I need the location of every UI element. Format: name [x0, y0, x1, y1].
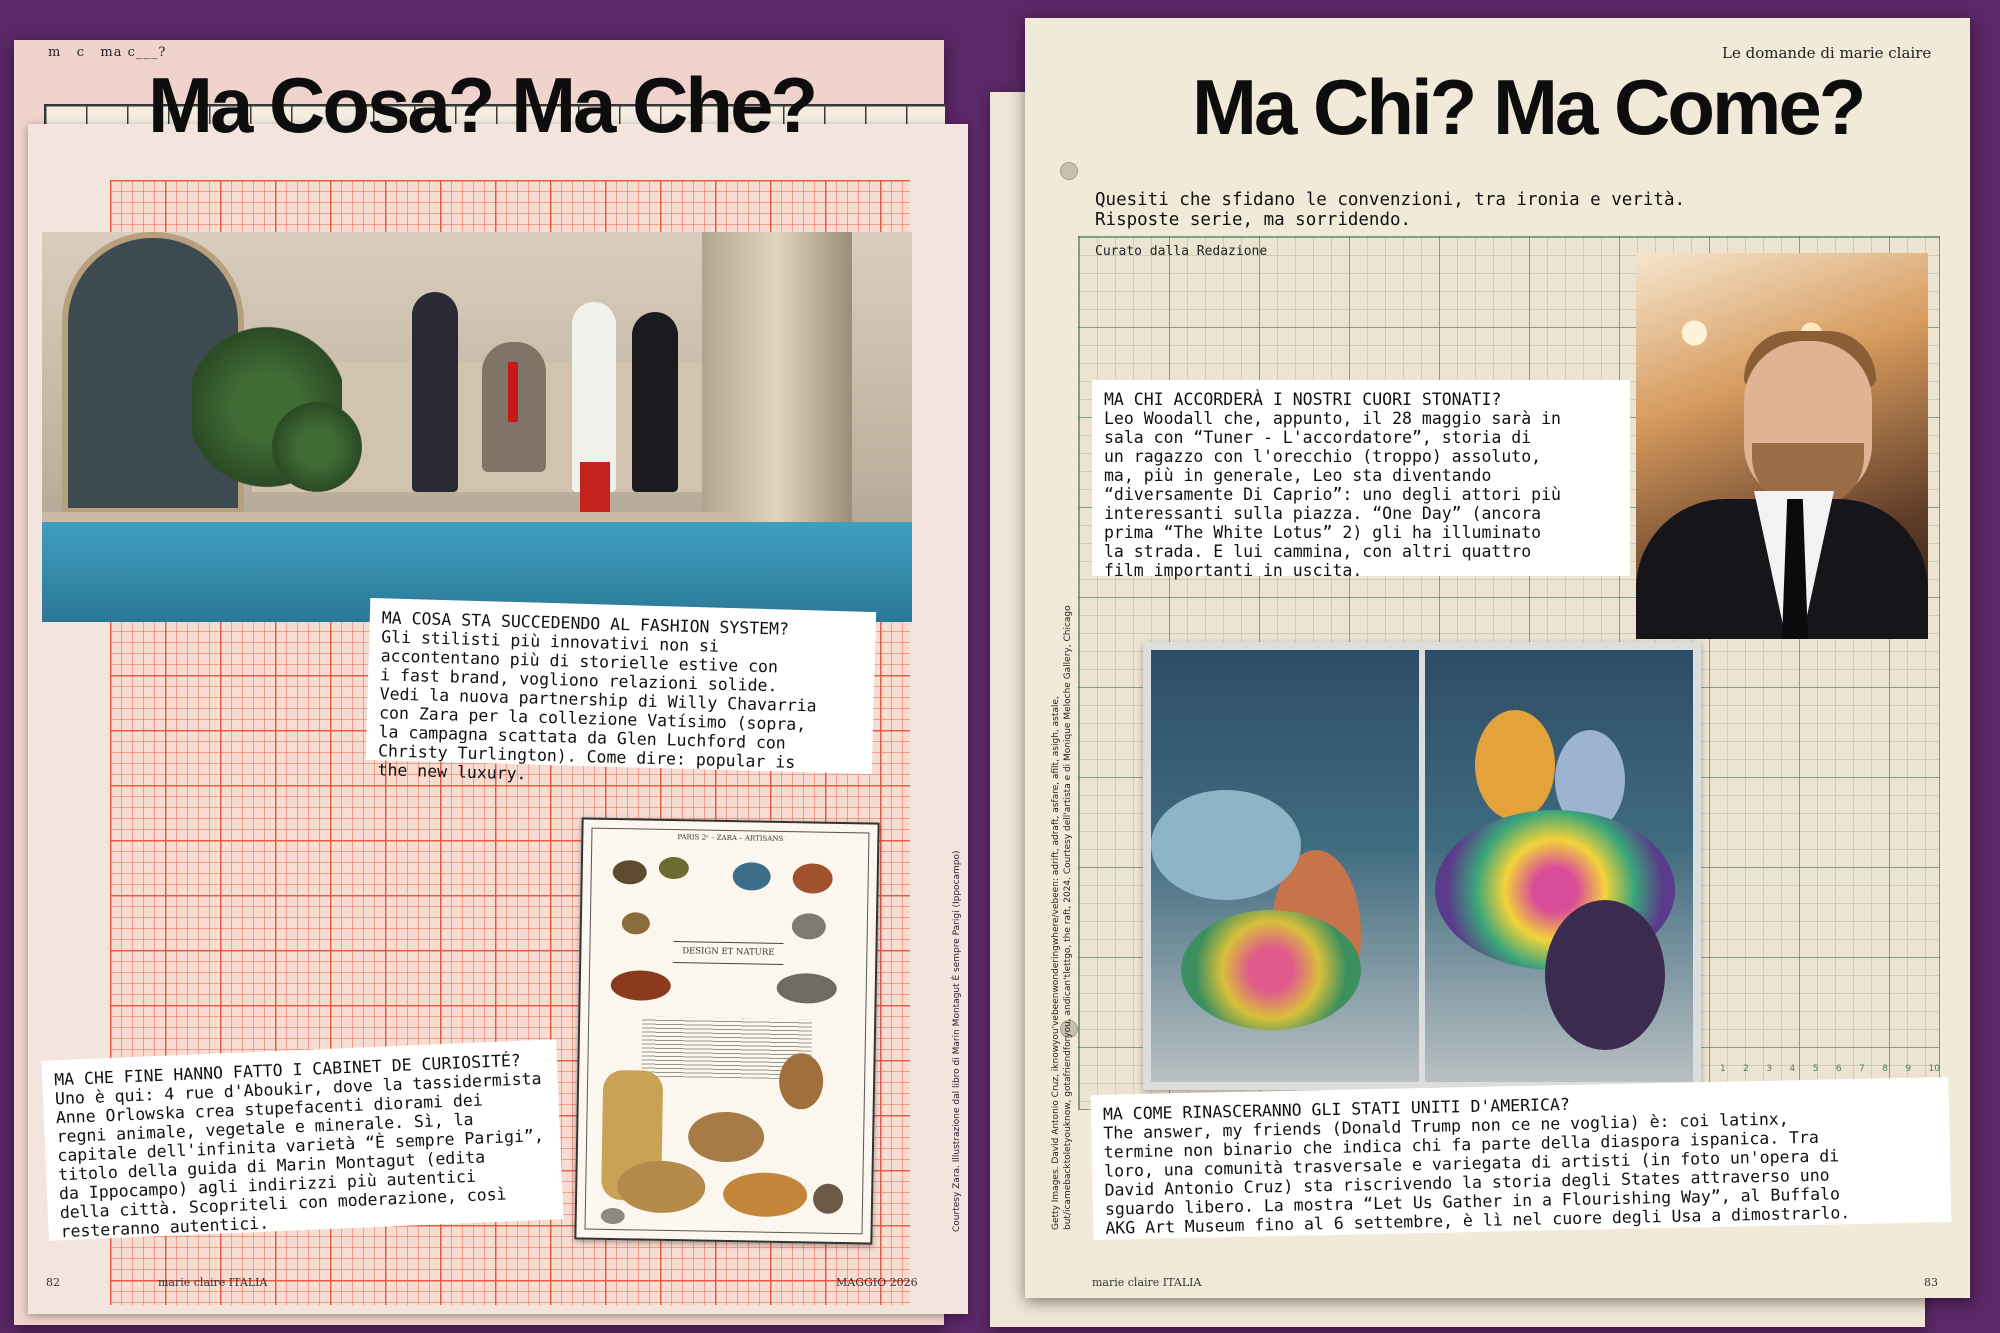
illustration-header: PARIS 2ᵉ – ZARA – ARTISANS	[677, 833, 784, 843]
right-photo-credit	[1050, 580, 1074, 1230]
figure-top	[1475, 710, 1555, 820]
right-photo-credit-text: Getty Images. David Antonio Cruz, iknowyou'vebeenwonderingwhere/vebeen: adrift, adraft, asfare, afilt, asigh, astale, but/icamebacktoletyouknow, gotafriendforyou, andican'tlettgo, the raft, 2024. Courtesy dell'artista e di Monique Meloche Gallery, Chicago	[1051, 605, 1073, 1230]
leo-woodall-textbox: MA CHI ACCORDERÀ I NOSTRI CUORI STONATI? Leo Woodall che, appunto, il 28 maggio sarà in sala con “Tuner - L'accordatore”, storia di un ragazzo con l'orecchio (troppo) assoluto, ma, più in generale, Leo sta diventando “diversamente Di Caprio”: uno degli attori più interessanti sulla piazza. “One Day” (ancora prima “The White Lotus” 2) gli ha illuminato la strada. E lui cammina, con altri quattro film importanti in uscita.	[1092, 380, 1630, 576]
right-page-byline: Curato dalla Redazione	[1095, 244, 1268, 259]
right-page-title: Ma Chi? Ma Come?	[1192, 63, 1864, 151]
right-page-subtitle: Quesiti che sfidano le convenzioni, tra ironia e verità. Risposte serie, ma sorridendo.	[1095, 190, 1686, 230]
left-footer-date: MAGGIO 2026	[836, 1276, 918, 1289]
bird-4	[792, 863, 833, 894]
photo-plant-center	[272, 402, 362, 492]
left-mini-header: m c ma c___?	[48, 45, 167, 60]
scale-number: 6	[1835, 1064, 1842, 1074]
figure-bottom	[1545, 900, 1665, 1050]
leo-woodall-portrait	[1636, 253, 1928, 639]
left-page-title: Ma Cosa? Ma Che?	[148, 61, 816, 149]
left-page-number: 82	[46, 1276, 60, 1289]
fabric-left	[1181, 910, 1361, 1030]
left-photo-credit: Courtesy Zara. Illustrazione dal libro di Marin Montagut È sempre Parigi (Ippocampo)	[952, 850, 962, 1232]
photo-red-boots	[580, 462, 610, 512]
bird-6	[792, 913, 826, 940]
scale-number: 9	[1905, 1064, 1912, 1074]
sofa-left	[1151, 790, 1301, 900]
right-page-number: 83	[1924, 1276, 1938, 1289]
fashion-system-textbox: MA COSA STA SUCCEDENDO AL FASHION SYSTEM? Gli stilisti più innovativi non si accontentano più di storielle estive con i fast brand, vogliono relazioni solide. Vedi la nuova partnership di Willy Chavarria con Zara per la collezione Vatísimo (sopra, la campagna scattata da Glen Luchford con Christy Turlington). Come dire: popular is the new luxury.	[366, 598, 876, 774]
usa-latinx-textbox: MA COME RINASCERANNO GLI STATI UNITI D'AMERICA? The answer, my friends (Donald Trump non ce ne voglia) è: coi latinx, termine non binario che indica chi fa parte della diaspora ispanica. Tra loro, una comunità trasversale e variegata di artisti (in foto un'opera di David Antonio Cruz) sta riscrivendo la storia degli States attraverso uno sguardo libero. La mostra “Let Us Gather in a Flourishing Way”, al Buffalo AKG Art Museum fino al 6 settembre, è lì nel cuore degli Usa a dimostrarlo.	[1091, 1077, 1952, 1240]
rabbit	[601, 1208, 625, 1224]
scale-number: 5	[1812, 1064, 1819, 1074]
artwork-panel-left	[1151, 650, 1419, 1082]
scale-number: 7	[1859, 1064, 1865, 1074]
david-antonio-cruz-artwork	[1143, 642, 1701, 1090]
scale-number: 3	[1766, 1064, 1773, 1074]
photo-person-1	[412, 292, 458, 492]
right-mini-header: Le domande di marie claire	[1722, 44, 1932, 62]
photo-person-4	[632, 312, 678, 492]
bird-2	[659, 857, 689, 880]
artwork-panel-right	[1425, 650, 1693, 1082]
grid-scale	[1720, 1064, 1940, 1074]
left-footer-magazine: marie claire ITALIA	[158, 1276, 268, 1289]
design-et-nature-illustration	[574, 817, 879, 1244]
scale-number: 4	[1789, 1064, 1796, 1074]
bird-1	[613, 860, 647, 885]
photo-red-tie	[508, 362, 518, 422]
scale-number: 2	[1743, 1064, 1749, 1074]
scale-number: 8	[1882, 1064, 1888, 1074]
punch-hole-top	[1060, 162, 1078, 180]
cabinet-curiosite-textbox: MA CHE FINE HANNO FATTO I CABINET DE CURIOSITÉ? Uno è qui: 4 rue d'Aboukir, dove la tassidermista Anne Orlowska crea stupefacenti diorami dei regni animale, vegetale e minerale. Sì, la capitale dell'infinita varietà “È sempre Parigi”, titolo della guida di Marin Montagut (edita da Ippocampo) agli indirizzi più autentici della città. Scopriteli con moderazione, così resteranno autentici.	[41, 1039, 563, 1240]
scale-number: 1	[1720, 1064, 1726, 1074]
illustration-label: DESIGN ET NATURE	[673, 941, 783, 965]
right-footer-magazine: marie claire ITALIA	[1092, 1276, 1202, 1289]
scale-number: 10	[1928, 1064, 1940, 1074]
camel	[688, 1111, 765, 1162]
zara-campaign-photo	[42, 232, 912, 622]
